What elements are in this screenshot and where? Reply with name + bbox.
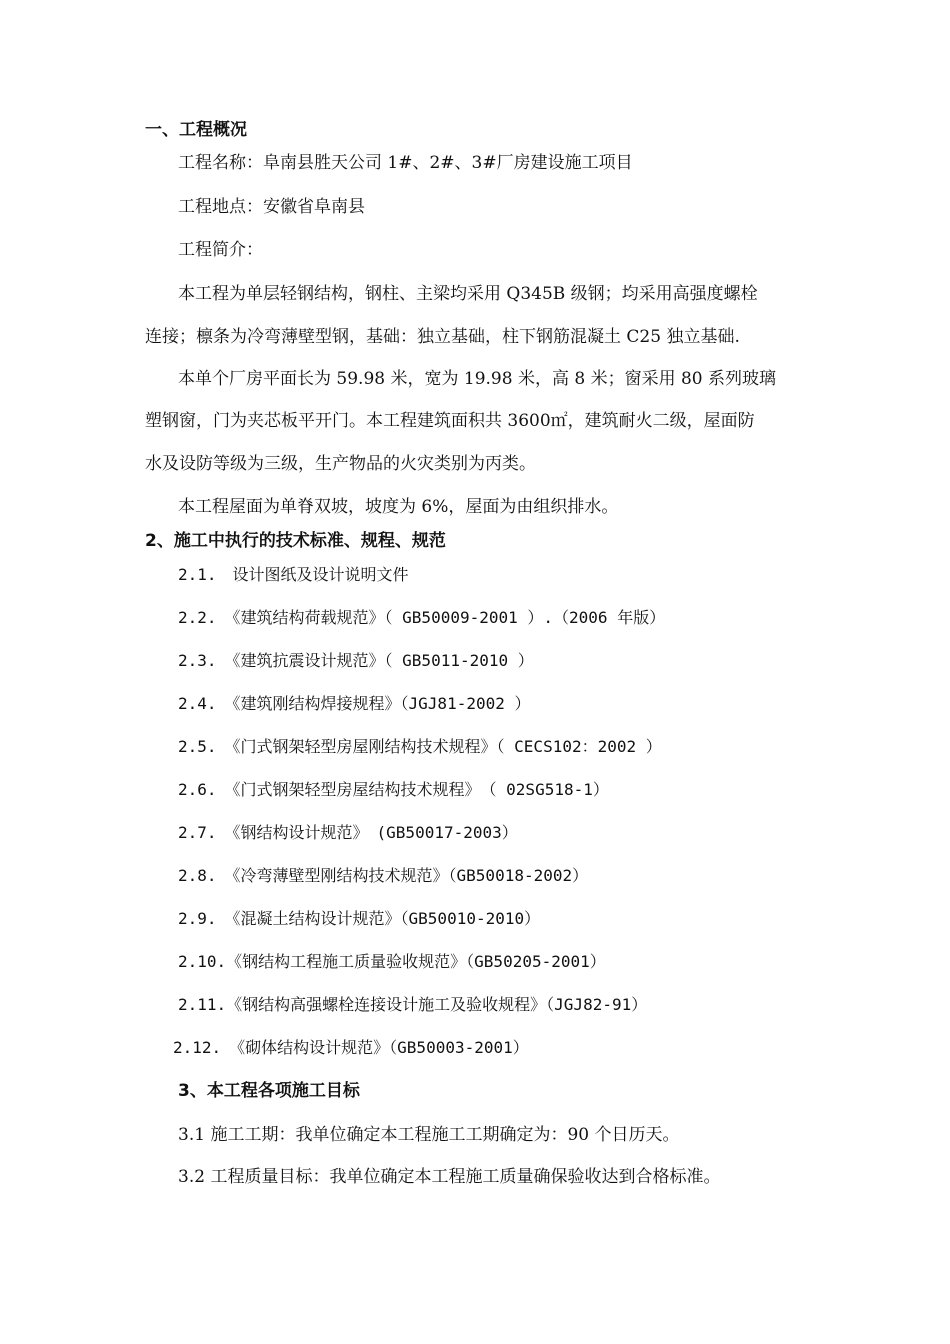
standard-item: 2.6. 《门式钢架轻型房屋结构技术规程》 （ 02SG518-1）: [178, 780, 609, 799]
intro-paragraph-line: 本单个厂房平面长为 59.98 米，宽为 19.98 米，高 8 米；窗采用 80 系列玻璃: [178, 369, 777, 389]
intro-paragraph-line: 水及设防等级为三级，生产物品的火灾类别为丙类。: [145, 454, 536, 474]
standard-item: 2.10.《钢结构工程施工质量验收规范》（GB50205-2001）: [178, 952, 606, 971]
target-item: 3.1 施工工期：我单位确定本工程施工工期确定为：90 个日历天。: [178, 1125, 680, 1145]
section3-heading: 3、本工程各项施工目标: [178, 1081, 360, 1101]
project-name: 工程名称：阜南县胜天公司 1#、2#、3#厂房建设施工项目: [178, 153, 633, 173]
intro-paragraph-line: 塑钢窗，门为夹芯板平开门。本工程建筑面积共 3600㎡，建筑耐火二级，屋面防: [145, 411, 755, 431]
section1-heading: 一、工程概况: [145, 120, 247, 140]
target-item: 3.2 工程质量目标：我单位确定本工程施工质量确保验收达到合格标准。: [178, 1167, 721, 1187]
standard-item: 2.5. 《门式钢架轻型房屋刚结构技术规程》（ CECS102：2002 ）: [178, 737, 662, 756]
project-location: 工程地点：安徽省阜南县: [178, 197, 365, 217]
intro-paragraph-line: 本工程屋面为单脊双坡，坡度为 6%，屋面为由组织排水。: [178, 497, 619, 517]
standard-item: 2.4. 《建筑刚结构焊接规程》（JGJ81-2002 ）: [178, 694, 531, 713]
intro-paragraph-line: 本工程为单层轻钢结构，钢柱、主梁均采用 Q345B 级钢；均采用高强度螺栓: [178, 284, 758, 304]
standard-item: 2.12. 《砌体结构设计规范》（GB50003-2001）: [173, 1038, 529, 1057]
standard-item: 2.2. 《建筑结构荷载规范》（ GB50009-2001 ）.（2006 年版）: [178, 608, 666, 627]
section2-heading: 2、施工中执行的技术标准、规程、规范: [145, 531, 446, 551]
standard-item: 2.1. 设计图纸及设计说明文件: [178, 565, 409, 584]
standard-item: 2.9. 《混凝土结构设计规范》（GB50010-2010）: [178, 909, 541, 928]
project-intro-label: 工程简介：: [178, 240, 263, 260]
standard-item: 2.7. 《钢结构设计规范》 (GB50017-2003）: [178, 823, 518, 842]
intro-paragraph-line: 连接；檩条为冷弯薄壁型钢，基础：独立基础，柱下钢筋混凝土 C25 独立基础.: [145, 327, 740, 347]
standard-item: 2.11.《钢结构高强螺栓连接设计施工及验收规程》（JGJ82-91）: [178, 995, 648, 1014]
standard-item: 2.3. 《建筑抗震设计规范》（ GB5011-2010 ）: [178, 651, 534, 670]
standard-item: 2.8. 《冷弯薄壁型刚结构技术规范》（GB50018-2002）: [178, 866, 589, 885]
